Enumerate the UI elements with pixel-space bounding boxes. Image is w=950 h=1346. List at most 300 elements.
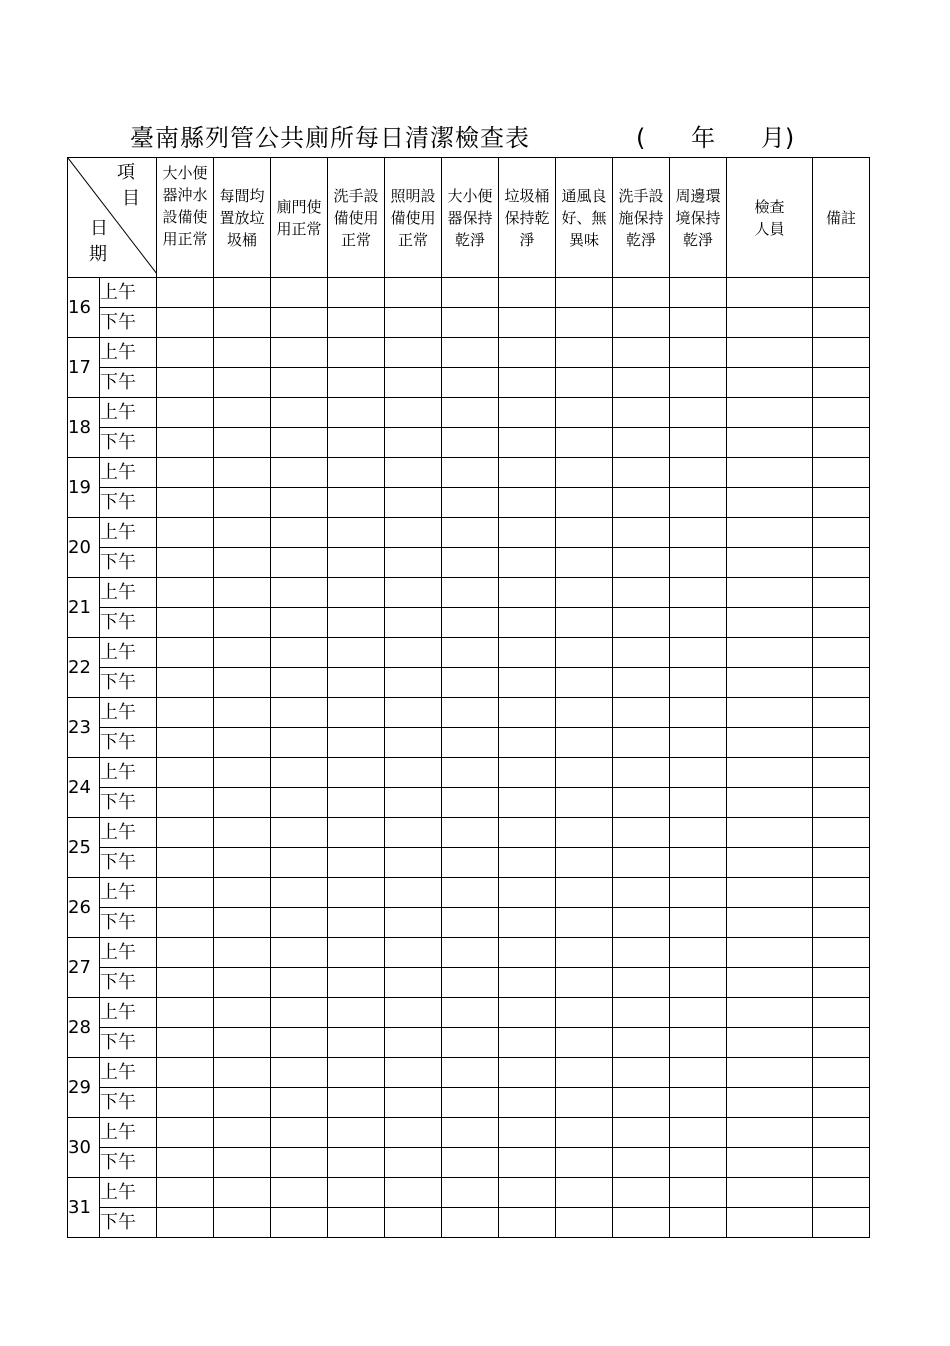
- check-cell[interactable]: [385, 308, 442, 338]
- check-cell[interactable]: [385, 518, 442, 548]
- check-cell[interactable]: [813, 578, 870, 608]
- check-cell[interactable]: [328, 998, 385, 1028]
- check-cell[interactable]: [271, 548, 328, 578]
- check-cell[interactable]: [556, 818, 613, 848]
- check-cell[interactable]: [157, 1118, 214, 1148]
- check-cell[interactable]: [442, 968, 499, 998]
- check-cell[interactable]: [727, 878, 813, 908]
- check-cell[interactable]: [271, 308, 328, 338]
- check-cell[interactable]: [442, 788, 499, 818]
- check-cell[interactable]: [157, 488, 214, 518]
- check-cell[interactable]: [670, 518, 727, 548]
- check-cell[interactable]: [442, 368, 499, 398]
- check-cell[interactable]: [727, 938, 813, 968]
- check-cell[interactable]: [670, 1148, 727, 1178]
- check-cell[interactable]: [214, 788, 271, 818]
- check-cell[interactable]: [214, 968, 271, 998]
- check-cell[interactable]: [727, 398, 813, 428]
- check-cell[interactable]: [385, 1088, 442, 1118]
- check-cell[interactable]: [727, 578, 813, 608]
- check-cell[interactable]: [613, 428, 670, 458]
- check-cell[interactable]: [613, 518, 670, 548]
- check-cell[interactable]: [385, 968, 442, 998]
- check-cell[interactable]: [813, 968, 870, 998]
- check-cell[interactable]: [157, 878, 214, 908]
- check-cell[interactable]: [727, 758, 813, 788]
- check-cell[interactable]: [442, 1148, 499, 1178]
- check-cell[interactable]: [813, 878, 870, 908]
- check-cell[interactable]: [442, 398, 499, 428]
- check-cell[interactable]: [613, 878, 670, 908]
- check-cell[interactable]: [499, 998, 556, 1028]
- check-cell[interactable]: [157, 1208, 214, 1238]
- check-cell[interactable]: [813, 398, 870, 428]
- check-cell[interactable]: [613, 488, 670, 518]
- check-cell[interactable]: [499, 1208, 556, 1238]
- check-cell[interactable]: [670, 1118, 727, 1148]
- check-cell[interactable]: [556, 548, 613, 578]
- check-cell[interactable]: [271, 1118, 328, 1148]
- check-cell[interactable]: [214, 1118, 271, 1148]
- check-cell[interactable]: [271, 878, 328, 908]
- check-cell[interactable]: [727, 668, 813, 698]
- check-cell[interactable]: [271, 758, 328, 788]
- check-cell[interactable]: [442, 818, 499, 848]
- check-cell[interactable]: [442, 518, 499, 548]
- check-cell[interactable]: [271, 578, 328, 608]
- check-cell[interactable]: [670, 428, 727, 458]
- check-cell[interactable]: [328, 848, 385, 878]
- check-cell[interactable]: [442, 278, 499, 308]
- check-cell[interactable]: [813, 848, 870, 878]
- check-cell[interactable]: [556, 1088, 613, 1118]
- check-cell[interactable]: [328, 1028, 385, 1058]
- check-cell[interactable]: [328, 1118, 385, 1148]
- check-cell[interactable]: [271, 968, 328, 998]
- check-cell[interactable]: [499, 818, 556, 848]
- check-cell[interactable]: [499, 848, 556, 878]
- check-cell[interactable]: [271, 1028, 328, 1058]
- check-cell[interactable]: [328, 338, 385, 368]
- check-cell[interactable]: [157, 698, 214, 728]
- check-cell[interactable]: [442, 1178, 499, 1208]
- check-cell[interactable]: [442, 668, 499, 698]
- check-cell[interactable]: [813, 908, 870, 938]
- check-cell[interactable]: [385, 788, 442, 818]
- check-cell[interactable]: [813, 1148, 870, 1178]
- check-cell[interactable]: [613, 1088, 670, 1118]
- check-cell[interactable]: [499, 638, 556, 668]
- check-cell[interactable]: [499, 758, 556, 788]
- check-cell[interactable]: [727, 458, 813, 488]
- check-cell[interactable]: [556, 788, 613, 818]
- check-cell[interactable]: [813, 1088, 870, 1118]
- check-cell[interactable]: [556, 758, 613, 788]
- check-cell[interactable]: [157, 1178, 214, 1208]
- check-cell[interactable]: [499, 458, 556, 488]
- check-cell[interactable]: [385, 998, 442, 1028]
- check-cell[interactable]: [613, 908, 670, 938]
- check-cell[interactable]: [328, 608, 385, 638]
- check-cell[interactable]: [328, 968, 385, 998]
- check-cell[interactable]: [157, 968, 214, 998]
- check-cell[interactable]: [271, 938, 328, 968]
- check-cell[interactable]: [670, 848, 727, 878]
- check-cell[interactable]: [499, 308, 556, 338]
- check-cell[interactable]: [613, 938, 670, 968]
- check-cell[interactable]: [670, 368, 727, 398]
- check-cell[interactable]: [813, 938, 870, 968]
- check-cell[interactable]: [670, 698, 727, 728]
- check-cell[interactable]: [556, 998, 613, 1028]
- check-cell[interactable]: [556, 878, 613, 908]
- check-cell[interactable]: [271, 728, 328, 758]
- check-cell[interactable]: [556, 278, 613, 308]
- check-cell[interactable]: [328, 308, 385, 338]
- check-cell[interactable]: [613, 308, 670, 338]
- check-cell[interactable]: [214, 368, 271, 398]
- check-cell[interactable]: [813, 1178, 870, 1208]
- check-cell[interactable]: [670, 758, 727, 788]
- check-cell[interactable]: [613, 338, 670, 368]
- check-cell[interactable]: [385, 638, 442, 668]
- check-cell[interactable]: [442, 638, 499, 668]
- check-cell[interactable]: [157, 728, 214, 758]
- check-cell[interactable]: [157, 788, 214, 818]
- check-cell[interactable]: [385, 458, 442, 488]
- check-cell[interactable]: [499, 668, 556, 698]
- check-cell[interactable]: [271, 398, 328, 428]
- check-cell[interactable]: [442, 998, 499, 1028]
- check-cell[interactable]: [157, 818, 214, 848]
- check-cell[interactable]: [328, 1058, 385, 1088]
- check-cell[interactable]: [214, 818, 271, 848]
- check-cell[interactable]: [670, 338, 727, 368]
- check-cell[interactable]: [670, 1208, 727, 1238]
- check-cell[interactable]: [385, 818, 442, 848]
- check-cell[interactable]: [499, 428, 556, 458]
- check-cell[interactable]: [214, 518, 271, 548]
- check-cell[interactable]: [499, 938, 556, 968]
- check-cell[interactable]: [271, 278, 328, 308]
- check-cell[interactable]: [271, 488, 328, 518]
- check-cell[interactable]: [499, 398, 556, 428]
- check-cell[interactable]: [813, 1028, 870, 1058]
- check-cell[interactable]: [727, 338, 813, 368]
- check-cell[interactable]: [813, 458, 870, 488]
- check-cell[interactable]: [214, 848, 271, 878]
- check-cell[interactable]: [813, 338, 870, 368]
- check-cell[interactable]: [271, 908, 328, 938]
- check-cell[interactable]: [442, 338, 499, 368]
- check-cell[interactable]: [670, 968, 727, 998]
- check-cell[interactable]: [214, 728, 271, 758]
- check-cell[interactable]: [499, 368, 556, 398]
- check-cell[interactable]: [670, 818, 727, 848]
- check-cell[interactable]: [385, 488, 442, 518]
- check-cell[interactable]: [271, 338, 328, 368]
- check-cell[interactable]: [328, 908, 385, 938]
- check-cell[interactable]: [271, 1148, 328, 1178]
- check-cell[interactable]: [271, 518, 328, 548]
- check-cell[interactable]: [499, 278, 556, 308]
- check-cell[interactable]: [385, 1208, 442, 1238]
- check-cell[interactable]: [328, 698, 385, 728]
- check-cell[interactable]: [813, 788, 870, 818]
- check-cell[interactable]: [813, 998, 870, 1028]
- check-cell[interactable]: [813, 308, 870, 338]
- check-cell[interactable]: [613, 848, 670, 878]
- check-cell[interactable]: [442, 308, 499, 338]
- check-cell[interactable]: [442, 848, 499, 878]
- check-cell[interactable]: [214, 1208, 271, 1238]
- check-cell[interactable]: [271, 848, 328, 878]
- check-cell[interactable]: [670, 728, 727, 758]
- check-cell[interactable]: [727, 788, 813, 818]
- check-cell[interactable]: [670, 938, 727, 968]
- check-cell[interactable]: [727, 968, 813, 998]
- check-cell[interactable]: [556, 488, 613, 518]
- check-cell[interactable]: [385, 938, 442, 968]
- check-cell[interactable]: [214, 938, 271, 968]
- check-cell[interactable]: [157, 938, 214, 968]
- check-cell[interactable]: [385, 428, 442, 458]
- check-cell[interactable]: [214, 308, 271, 338]
- check-cell[interactable]: [157, 998, 214, 1028]
- check-cell[interactable]: [214, 1058, 271, 1088]
- check-cell[interactable]: [556, 728, 613, 758]
- check-cell[interactable]: [813, 728, 870, 758]
- check-cell[interactable]: [556, 1058, 613, 1088]
- check-cell[interactable]: [328, 488, 385, 518]
- check-cell[interactable]: [670, 308, 727, 338]
- check-cell[interactable]: [214, 608, 271, 638]
- check-cell[interactable]: [385, 728, 442, 758]
- check-cell[interactable]: [328, 578, 385, 608]
- check-cell[interactable]: [727, 818, 813, 848]
- check-cell[interactable]: [813, 428, 870, 458]
- check-cell[interactable]: [670, 458, 727, 488]
- check-cell[interactable]: [442, 428, 499, 458]
- check-cell[interactable]: [556, 1148, 613, 1178]
- check-cell[interactable]: [328, 878, 385, 908]
- check-cell[interactable]: [271, 1058, 328, 1088]
- check-cell[interactable]: [670, 638, 727, 668]
- check-cell[interactable]: [271, 428, 328, 458]
- check-cell[interactable]: [813, 668, 870, 698]
- check-cell[interactable]: [613, 668, 670, 698]
- check-cell[interactable]: [670, 878, 727, 908]
- check-cell[interactable]: [499, 548, 556, 578]
- check-cell[interactable]: [613, 998, 670, 1028]
- check-cell[interactable]: [727, 518, 813, 548]
- check-cell[interactable]: [556, 518, 613, 548]
- check-cell[interactable]: [813, 1208, 870, 1238]
- check-cell[interactable]: [214, 338, 271, 368]
- check-cell[interactable]: [556, 338, 613, 368]
- check-cell[interactable]: [157, 398, 214, 428]
- check-cell[interactable]: [271, 788, 328, 818]
- check-cell[interactable]: [613, 1028, 670, 1058]
- check-cell[interactable]: [556, 908, 613, 938]
- check-cell[interactable]: [271, 458, 328, 488]
- check-cell[interactable]: [385, 398, 442, 428]
- check-cell[interactable]: [271, 818, 328, 848]
- check-cell[interactable]: [442, 758, 499, 788]
- check-cell[interactable]: [670, 548, 727, 578]
- check-cell[interactable]: [613, 968, 670, 998]
- check-cell[interactable]: [556, 578, 613, 608]
- check-cell[interactable]: [157, 458, 214, 488]
- check-cell[interactable]: [271, 698, 328, 728]
- check-cell[interactable]: [613, 638, 670, 668]
- check-cell[interactable]: [214, 758, 271, 788]
- check-cell[interactable]: [613, 818, 670, 848]
- check-cell[interactable]: [328, 518, 385, 548]
- check-cell[interactable]: [499, 1058, 556, 1088]
- check-cell[interactable]: [442, 908, 499, 938]
- check-cell[interactable]: [214, 1148, 271, 1178]
- check-cell[interactable]: [157, 278, 214, 308]
- check-cell[interactable]: [613, 728, 670, 758]
- check-cell[interactable]: [556, 968, 613, 998]
- check-cell[interactable]: [385, 908, 442, 938]
- check-cell[interactable]: [271, 1208, 328, 1238]
- check-cell[interactable]: [727, 488, 813, 518]
- check-cell[interactable]: [813, 488, 870, 518]
- check-cell[interactable]: [813, 758, 870, 788]
- check-cell[interactable]: [214, 458, 271, 488]
- check-cell[interactable]: [442, 1088, 499, 1118]
- check-cell[interactable]: [813, 518, 870, 548]
- check-cell[interactable]: [499, 1118, 556, 1148]
- check-cell[interactable]: [328, 1208, 385, 1238]
- check-cell[interactable]: [442, 548, 499, 578]
- check-cell[interactable]: [613, 1058, 670, 1088]
- check-cell[interactable]: [727, 1058, 813, 1088]
- check-cell[interactable]: [727, 1148, 813, 1178]
- check-cell[interactable]: [328, 458, 385, 488]
- check-cell[interactable]: [271, 998, 328, 1028]
- check-cell[interactable]: [385, 1148, 442, 1178]
- check-cell[interactable]: [157, 518, 214, 548]
- check-cell[interactable]: [613, 1118, 670, 1148]
- check-cell[interactable]: [813, 608, 870, 638]
- check-cell[interactable]: [385, 1028, 442, 1058]
- check-cell[interactable]: [157, 848, 214, 878]
- check-cell[interactable]: [214, 1088, 271, 1118]
- check-cell[interactable]: [271, 668, 328, 698]
- check-cell[interactable]: [214, 878, 271, 908]
- check-cell[interactable]: [328, 668, 385, 698]
- check-cell[interactable]: [214, 428, 271, 458]
- check-cell[interactable]: [328, 1178, 385, 1208]
- check-cell[interactable]: [613, 398, 670, 428]
- check-cell[interactable]: [670, 1028, 727, 1058]
- check-cell[interactable]: [157, 1028, 214, 1058]
- check-cell[interactable]: [442, 878, 499, 908]
- check-cell[interactable]: [727, 308, 813, 338]
- check-cell[interactable]: [556, 668, 613, 698]
- check-cell[interactable]: [670, 398, 727, 428]
- check-cell[interactable]: [727, 368, 813, 398]
- check-cell[interactable]: [442, 458, 499, 488]
- check-cell[interactable]: [556, 608, 613, 638]
- check-cell[interactable]: [214, 578, 271, 608]
- check-cell[interactable]: [271, 638, 328, 668]
- check-cell[interactable]: [556, 638, 613, 668]
- check-cell[interactable]: [328, 278, 385, 308]
- check-cell[interactable]: [214, 908, 271, 938]
- check-cell[interactable]: [328, 548, 385, 578]
- check-cell[interactable]: [385, 668, 442, 698]
- check-cell[interactable]: [556, 1118, 613, 1148]
- check-cell[interactable]: [670, 1178, 727, 1208]
- check-cell[interactable]: [613, 758, 670, 788]
- check-cell[interactable]: [499, 1178, 556, 1208]
- check-cell[interactable]: [499, 1028, 556, 1058]
- check-cell[interactable]: [328, 758, 385, 788]
- check-cell[interactable]: [271, 368, 328, 398]
- check-cell[interactable]: [442, 1208, 499, 1238]
- check-cell[interactable]: [442, 578, 499, 608]
- check-cell[interactable]: [328, 368, 385, 398]
- check-cell[interactable]: [499, 518, 556, 548]
- check-cell[interactable]: [499, 788, 556, 818]
- check-cell[interactable]: [613, 278, 670, 308]
- check-cell[interactable]: [499, 698, 556, 728]
- check-cell[interactable]: [442, 1028, 499, 1058]
- check-cell[interactable]: [328, 1148, 385, 1178]
- check-cell[interactable]: [670, 788, 727, 818]
- check-cell[interactable]: [499, 338, 556, 368]
- check-cell[interactable]: [813, 818, 870, 848]
- check-cell[interactable]: [613, 368, 670, 398]
- check-cell[interactable]: [556, 848, 613, 878]
- check-cell[interactable]: [499, 968, 556, 998]
- check-cell[interactable]: [499, 908, 556, 938]
- check-cell[interactable]: [442, 938, 499, 968]
- check-cell[interactable]: [727, 998, 813, 1028]
- check-cell[interactable]: [385, 608, 442, 638]
- check-cell[interactable]: [214, 278, 271, 308]
- check-cell[interactable]: [385, 1118, 442, 1148]
- check-cell[interactable]: [442, 698, 499, 728]
- check-cell[interactable]: [385, 758, 442, 788]
- check-cell[interactable]: [157, 608, 214, 638]
- check-cell[interactable]: [813, 368, 870, 398]
- check-cell[interactable]: [499, 488, 556, 518]
- check-cell[interactable]: [499, 1148, 556, 1178]
- check-cell[interactable]: [442, 1058, 499, 1088]
- check-cell[interactable]: [556, 398, 613, 428]
- check-cell[interactable]: [328, 1088, 385, 1118]
- check-cell[interactable]: [328, 788, 385, 818]
- check-cell[interactable]: [613, 548, 670, 578]
- check-cell[interactable]: [613, 698, 670, 728]
- check-cell[interactable]: [214, 638, 271, 668]
- check-cell[interactable]: [670, 668, 727, 698]
- check-cell[interactable]: [670, 608, 727, 638]
- check-cell[interactable]: [385, 848, 442, 878]
- check-cell[interactable]: [556, 458, 613, 488]
- check-cell[interactable]: [813, 1058, 870, 1088]
- check-cell[interactable]: [385, 1178, 442, 1208]
- check-cell[interactable]: [157, 908, 214, 938]
- check-cell[interactable]: [157, 578, 214, 608]
- check-cell[interactable]: [385, 338, 442, 368]
- check-cell[interactable]: [157, 668, 214, 698]
